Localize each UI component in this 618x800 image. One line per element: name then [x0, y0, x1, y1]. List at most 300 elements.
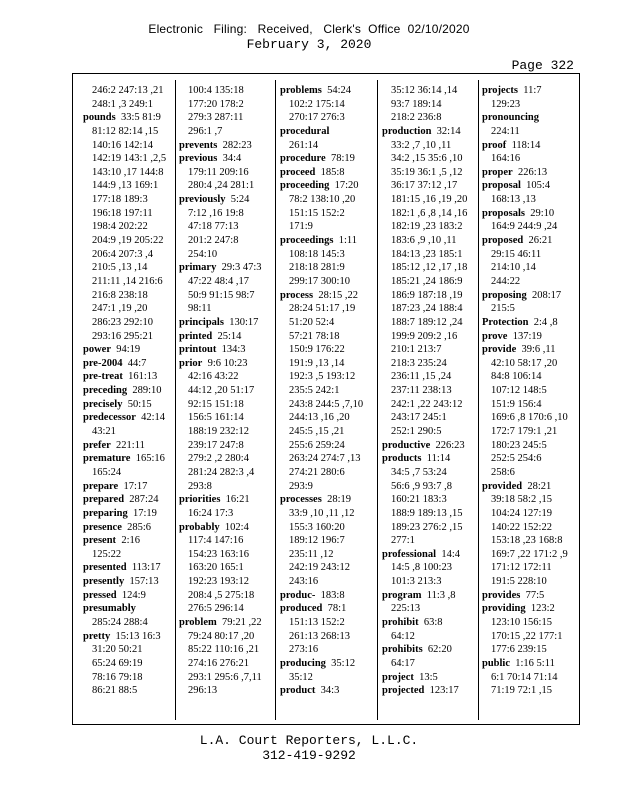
page-line-refs: 248:1 ,3 249:1	[92, 98, 153, 110]
page-line-refs: 185:12 ,12 ,17 ,18	[391, 262, 468, 274]
page-line-refs: 78:2 138:10 ,20	[289, 194, 356, 206]
page-line-refs: 42:14	[141, 412, 166, 424]
page-line-refs: 261:14	[289, 139, 319, 151]
index-continuation	[179, 234, 274, 248]
index-continuation	[179, 630, 274, 644]
index-continuation	[83, 261, 178, 275]
index-term: provided	[482, 480, 523, 492]
page-line-refs: 281:24 282:3 ,4	[188, 466, 255, 478]
index-continuation	[179, 466, 274, 480]
index-entry	[382, 684, 477, 698]
index-continuation	[179, 398, 274, 412]
index-continuation	[179, 589, 274, 603]
page-line-refs: 161:13	[128, 371, 158, 383]
page-line-refs: 63:8	[423, 616, 443, 628]
index-continuation	[280, 561, 375, 575]
page-line-refs: 35:12	[289, 671, 313, 683]
index-entry	[280, 493, 375, 507]
index-continuation	[280, 316, 375, 330]
index-continuation	[179, 384, 274, 398]
page-line-refs: 92:15 151:18	[188, 398, 244, 410]
index-continuation	[280, 643, 375, 657]
column-divider	[275, 80, 276, 720]
page-line-refs: 218:2 236:8	[391, 112, 442, 124]
index-continuation	[280, 548, 375, 562]
page-line-refs: 81:12 82:14 ,15	[92, 125, 159, 137]
index-continuation	[179, 425, 274, 439]
page-line-refs: 171:12 172:11	[491, 562, 552, 574]
page-line-refs: 2:16	[121, 535, 140, 547]
page-line-refs: 71:19 72:1 ,15	[491, 685, 552, 697]
page-line-refs: 85:22 110:16 ,21	[188, 644, 260, 656]
page-line-refs: 225:13	[391, 603, 421, 615]
page-line-refs: 239:17 247:8	[188, 439, 244, 451]
index-continuation	[482, 384, 577, 398]
page-line-refs: 218:18 281:9	[289, 262, 345, 274]
index-term: presently	[83, 576, 125, 588]
index-continuation	[382, 289, 477, 303]
index-term: procedural	[280, 125, 330, 137]
page-line-refs: 17:20	[334, 180, 359, 192]
page-line-refs: 293:16 295:21	[92, 330, 153, 342]
index-continuation	[83, 98, 178, 112]
index-entry	[280, 179, 375, 193]
index-continuation	[382, 480, 477, 494]
index-continuation	[179, 84, 274, 98]
index-entry	[83, 111, 178, 125]
page-line-refs: 105:4	[526, 180, 551, 192]
index-entry	[83, 384, 178, 398]
page-line-refs: 293:9	[289, 480, 313, 492]
index-continuation	[382, 521, 477, 535]
index-entry	[280, 234, 375, 248]
page-line-refs: 189:23 276:2 ,15	[391, 521, 463, 533]
page-line-refs: 157:13	[129, 576, 159, 588]
index-continuation	[280, 330, 375, 344]
index-entry	[83, 575, 178, 589]
index-continuation	[83, 330, 178, 344]
page-line-refs: 188:7 189:12 ,24	[391, 316, 463, 328]
page-line-refs: 130:17	[229, 316, 259, 328]
index-continuation	[280, 630, 375, 644]
page-line-refs: 293:8	[188, 480, 212, 492]
index-term: products	[382, 453, 422, 465]
page-line-refs: 188:19 232:12	[188, 426, 249, 438]
page-line-refs: 270:17 276:3	[289, 112, 345, 124]
index-entry	[83, 561, 178, 575]
page-line-refs: 177:20 178:2	[188, 98, 244, 110]
page-line-refs: 15:13 16:3	[115, 630, 161, 642]
index-entry	[83, 357, 178, 371]
page-line-refs: 125:22	[92, 548, 122, 560]
index-continuation	[482, 125, 577, 139]
page-line-refs: 29:15 46:11	[491, 248, 542, 260]
index-entry	[83, 411, 178, 425]
index-entry	[179, 616, 274, 630]
page-line-refs: 211:11 ,14 216:6	[92, 275, 163, 287]
page-line-refs: 226:23	[435, 439, 465, 451]
index-entry	[179, 343, 274, 357]
page-line-refs: 170:15 ,22 177:1	[491, 630, 563, 642]
page-line-refs: 64:12	[391, 630, 415, 642]
index-entry	[482, 139, 577, 153]
index-entry	[83, 370, 178, 384]
index-continuation	[382, 398, 477, 412]
page-line-refs: 247:1 ,19 ,20	[92, 303, 148, 315]
index-continuation	[179, 411, 274, 425]
index-continuation	[382, 493, 477, 507]
page-line-refs: 57:21 78:18	[289, 330, 340, 342]
page-line-refs: 182:19 ,23 183:2	[391, 221, 463, 233]
page-line-refs: 163:20 165:1	[188, 562, 244, 574]
page-line-refs: 104:24 127:19	[491, 507, 552, 519]
page-line-refs: 47:22 48:4 ,17	[188, 275, 249, 287]
page-line-refs: 78:19	[330, 153, 355, 165]
page-line-refs: 17:19	[132, 507, 157, 519]
page-line-refs: 93:7 189:14	[391, 98, 442, 110]
page-line-refs: 11:14	[426, 453, 451, 465]
page-line-refs: 29:3 47:3	[221, 262, 262, 274]
index-continuation	[83, 684, 178, 698]
column-divider	[478, 80, 479, 720]
index-continuation	[482, 152, 577, 166]
index-continuation	[382, 248, 477, 262]
index-continuation	[482, 493, 577, 507]
index-continuation	[382, 370, 477, 384]
index-entry	[83, 343, 178, 357]
page-line-refs: 246:2 247:13 ,21	[92, 85, 164, 96]
index-continuation	[382, 343, 477, 357]
index-term: proposed	[482, 235, 524, 247]
index-continuation	[83, 207, 178, 221]
index-term: problem	[179, 616, 217, 628]
page-line-refs: 177:6 239:15	[491, 644, 547, 656]
index-continuation	[382, 534, 477, 548]
page-line-refs: 26:21	[528, 235, 553, 247]
index-entry	[280, 684, 375, 698]
page-line-refs: 144:9 ,13 169:1	[92, 180, 159, 192]
index-entry	[382, 643, 477, 657]
index-entry	[382, 616, 477, 630]
page-line-refs: 244:22	[491, 275, 521, 287]
index-term: projected	[382, 685, 425, 697]
page-line-refs: 35:19 36:1 ,5 ,12	[391, 166, 463, 178]
index-continuation	[482, 302, 577, 316]
page-line-refs: 192:3 ,5 193:12	[289, 371, 356, 383]
index-entry	[83, 480, 178, 494]
index-continuation	[280, 575, 375, 589]
index-continuation	[280, 207, 375, 221]
index-entry	[482, 330, 577, 344]
page-line-refs: 201:2 247:8	[188, 235, 239, 247]
index-entry	[83, 602, 178, 616]
page-line-refs: 274:16 276:21	[188, 657, 249, 669]
page-line-refs: 102:4	[224, 521, 249, 533]
page-line-refs: 171:9	[289, 221, 313, 233]
page-line-refs: 216:8 238:18	[92, 289, 148, 301]
index-continuation	[280, 425, 375, 439]
index-continuation	[83, 316, 178, 330]
index-continuation	[179, 602, 274, 616]
index-term: proposal	[482, 180, 521, 192]
index-continuation	[482, 534, 577, 548]
index-continuation	[482, 220, 577, 234]
page-line-refs: 84:8 106:14	[491, 371, 542, 383]
index-continuation	[382, 357, 477, 371]
index-entry	[83, 452, 178, 466]
page-line-refs: 188:9 189:13 ,15	[391, 507, 463, 519]
index-continuation	[280, 411, 375, 425]
index-term: previously	[179, 194, 226, 206]
page-line-refs: 151:13 152:2	[289, 616, 345, 628]
page-line-refs: 28:15 ,22	[318, 289, 358, 301]
page-line-refs: 293:1 295:6 ,7,11	[188, 671, 262, 683]
index-continuation	[179, 289, 274, 303]
page-line-refs: 261:13 268:13	[289, 630, 350, 642]
page-line-refs: 285:6	[127, 521, 152, 533]
index-term: premature	[83, 453, 131, 465]
index-entry	[179, 139, 274, 153]
index-column-1	[83, 84, 178, 698]
index-entry	[83, 521, 178, 535]
index-entry	[482, 179, 577, 193]
index-continuation	[280, 98, 375, 112]
index-term: produced	[280, 603, 323, 615]
page-line-refs: 17:17	[123, 480, 148, 492]
page-line-refs: 183:8	[320, 589, 345, 601]
page-line-refs: 199:9 209:2 ,16	[391, 330, 458, 342]
index-box	[72, 73, 580, 725]
index-continuation	[179, 179, 274, 193]
index-continuation	[83, 152, 178, 166]
page-line-refs: 235:5 242:1	[289, 385, 340, 397]
index-entry	[179, 330, 274, 344]
page-line-refs: 113:17	[131, 562, 161, 574]
index-term: preceding	[83, 385, 128, 397]
index-continuation	[280, 220, 375, 234]
page-line-refs: 252:1 290:5	[391, 426, 442, 438]
page-line-refs: 117:4 147:16	[188, 535, 244, 547]
page-line-refs: 210:1 213:7	[391, 344, 442, 356]
page-line-refs: 150:9 176:22	[289, 344, 345, 356]
index-continuation	[179, 684, 274, 698]
index-entry	[179, 152, 274, 166]
index-entry	[83, 493, 178, 507]
index-term: printout	[179, 344, 217, 356]
page-line-refs: 54:24	[327, 85, 351, 96]
index-continuation	[280, 521, 375, 535]
page-line-refs: 47:18 77:13	[188, 221, 239, 233]
index-entry	[83, 534, 178, 548]
page-line-refs: 35:12	[331, 657, 356, 669]
page-line-refs: 123:2	[530, 603, 555, 615]
page-line-refs: 224:11	[491, 125, 520, 137]
index-continuation	[179, 575, 274, 589]
page-line-refs: 208:4 ,5 275:18	[188, 589, 255, 601]
index-continuation	[382, 411, 477, 425]
page-line-refs: 183:6 ,9 ,10 ,11	[391, 235, 457, 247]
page-line-refs: 191:5 228:10	[491, 576, 547, 588]
page-line-refs: 78:16 79:18	[92, 671, 143, 683]
index-continuation	[179, 302, 274, 316]
index-continuation	[280, 671, 375, 685]
page-line-refs: 64:17	[391, 657, 415, 669]
index-continuation	[382, 139, 477, 153]
index-continuation	[83, 193, 178, 207]
index-continuation	[482, 370, 577, 384]
page-line-refs: 123:10 156:15	[491, 616, 552, 628]
index-continuation	[280, 480, 375, 494]
page-line-refs: 168:13 ,13	[491, 194, 536, 206]
page-line-refs: 160:21 183:3	[391, 494, 447, 506]
page-line-refs: 258:6	[491, 466, 515, 478]
page-line-refs: 182:1 ,6 ,8 ,14 ,16	[391, 207, 468, 219]
page-line-refs: 276:5 296:14	[188, 603, 244, 615]
index-continuation	[382, 111, 477, 125]
page-line-refs: 56:6 ,9 93:7 ,8	[391, 480, 452, 492]
page-line-refs: 140:22 152:22	[491, 521, 552, 533]
index-term: projects	[482, 85, 518, 96]
index-continuation	[382, 425, 477, 439]
index-term: public	[482, 657, 511, 669]
index-term: prove	[482, 330, 508, 342]
page-line-refs: 124:9	[121, 589, 146, 601]
index-entry	[382, 125, 477, 139]
page-line-refs: 286:23 292:10	[92, 316, 153, 328]
index-term: priorities	[179, 494, 221, 506]
index-continuation	[482, 425, 577, 439]
index-term: professional	[382, 548, 437, 560]
index-term: pre-2004	[83, 357, 123, 369]
index-continuation	[482, 643, 577, 657]
index-continuation	[280, 370, 375, 384]
page-line-refs: 177:18 189:3	[92, 194, 148, 206]
page-line-refs: 1:11	[338, 235, 358, 247]
page-line-refs: 151:9 156:4	[491, 398, 542, 410]
index-entry	[482, 316, 577, 330]
page-line-refs: 35:12 36:14 ,14	[391, 85, 458, 96]
index-continuation	[280, 261, 375, 275]
page-line-refs: 184:13 ,23 185:1	[391, 248, 463, 260]
page-line-refs: 235:11 ,12	[289, 548, 334, 560]
index-continuation	[179, 98, 274, 112]
page-line-refs: 169:6 ,8 170:6 ,10	[491, 412, 568, 424]
index-entry	[482, 207, 577, 221]
page-line-refs: 172:7 179:1 ,21	[491, 426, 558, 438]
page-line-refs: 191:9 ,13 ,14	[289, 357, 345, 369]
index-continuation	[179, 480, 274, 494]
page-line-refs: 13:5	[419, 671, 438, 683]
index-entry	[83, 630, 178, 644]
index-term: project	[382, 671, 414, 683]
filing-stamp-line: Electronic Filing: Received, Clerk's Office 02/10/2020	[148, 22, 470, 36]
index-term: prohibits	[382, 644, 423, 656]
index-continuation	[382, 384, 477, 398]
index-column-4	[382, 84, 477, 698]
page-line-refs: 101:3 213:3	[391, 576, 442, 588]
page-line-refs: 186:9 187:18 ,19	[391, 289, 463, 301]
index-entry	[482, 657, 577, 671]
index-term: proposals	[482, 207, 525, 219]
index-column-2	[179, 84, 274, 698]
index-entry	[280, 589, 375, 603]
index-continuation	[482, 261, 577, 275]
page-line-refs: 187:23 ,24 188:4	[391, 303, 463, 315]
index-entry	[179, 261, 274, 275]
index-continuation	[280, 466, 375, 480]
index-continuation	[382, 166, 477, 180]
page-line-refs: 44:12 ,20 51:17	[188, 385, 255, 397]
index-term: prevents	[179, 139, 218, 151]
index-term: presented	[83, 562, 127, 574]
index-term: provide	[482, 344, 517, 356]
index-continuation	[179, 657, 274, 671]
page-line-refs: 77:5	[525, 589, 545, 601]
page-line-refs: 1:16 5:11	[515, 657, 555, 669]
index-continuation	[83, 125, 178, 139]
index-continuation	[83, 657, 178, 671]
page-line-refs: 185:21 ,24 186:9	[391, 275, 463, 287]
index-continuation	[179, 248, 274, 262]
index-entry	[179, 316, 274, 330]
page-line-refs: 153:18 ,23 168:8	[491, 535, 563, 547]
index-entry	[482, 234, 577, 248]
page-line-refs: 236:11 ,15 ,24	[391, 371, 452, 383]
index-term: precisely	[83, 398, 123, 410]
index-entry	[482, 84, 577, 98]
page-line-refs: 280:4 ,24 281:1	[188, 180, 255, 192]
page-line-refs: 143:10 ,17 144:8	[92, 166, 164, 178]
index-term: previous	[179, 153, 218, 165]
page-line-refs: 44:7	[127, 357, 147, 369]
page-line-refs: 242:19 243:12	[289, 562, 350, 574]
page-line-refs: 274:21 280:6	[289, 466, 345, 478]
index-continuation	[382, 98, 477, 112]
index-continuation	[280, 534, 375, 548]
page-number: Page 322	[511, 58, 574, 73]
index-continuation	[482, 466, 577, 480]
page-line-refs: 34:3	[320, 685, 340, 697]
index-continuation	[280, 248, 375, 262]
page-line-refs: 215:5	[491, 303, 515, 315]
page-line-refs: 164:9 244:9 ,24	[491, 221, 558, 233]
page-line-refs: 34:4	[222, 153, 242, 165]
page-line-refs: 33:2 ,7 ,10 ,11	[391, 139, 452, 151]
index-continuation	[179, 275, 274, 289]
page-line-refs: 140:16 142:14	[92, 139, 153, 151]
page-line-refs: 282:23	[222, 139, 252, 151]
index-continuation	[382, 561, 477, 575]
index-continuation	[482, 357, 577, 371]
page-line-refs: 16:21	[225, 494, 250, 506]
page-line-refs: 214:10 ,14	[491, 262, 536, 274]
page-line-refs: 100:4 135:18	[188, 85, 244, 96]
index-entry	[280, 125, 375, 139]
index-column-3	[280, 84, 375, 698]
index-term: Protection	[482, 316, 529, 328]
index-continuation	[382, 507, 477, 521]
index-continuation	[83, 139, 178, 153]
page-line-refs: 254:10	[188, 248, 218, 260]
page-line-refs: 33:5 81:9	[120, 112, 161, 124]
page-line-refs: 134:3	[221, 344, 246, 356]
page-line-refs: 296:1 ,7	[188, 125, 223, 137]
index-continuation	[280, 507, 375, 521]
index-column-5	[482, 84, 577, 698]
page-line-refs: 43:21	[92, 426, 116, 438]
index-continuation	[382, 330, 477, 344]
index-term: pounds	[83, 112, 116, 124]
